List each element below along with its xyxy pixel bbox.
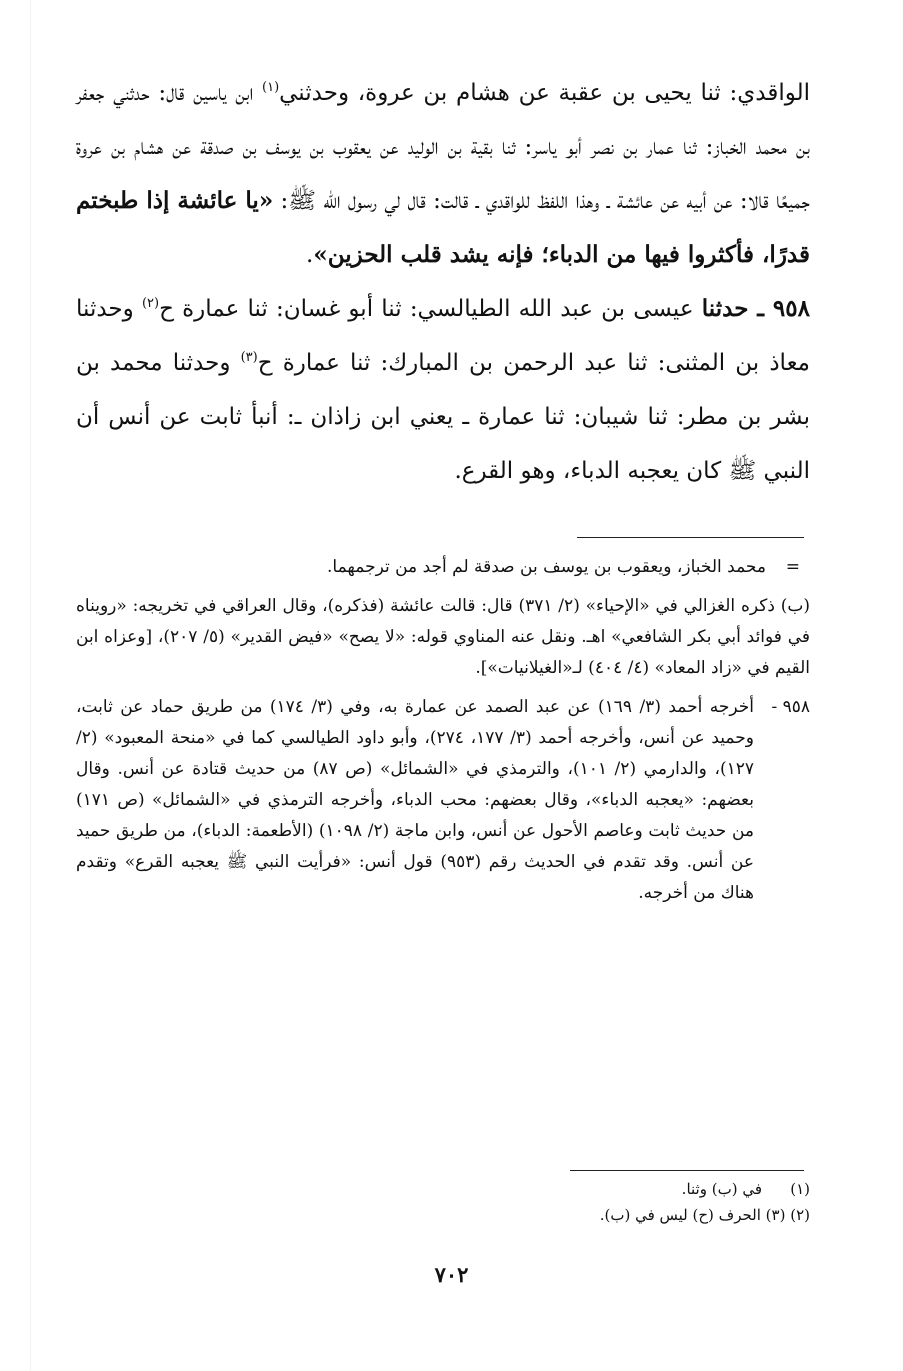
paragraph-958: [76, 282, 810, 498]
footnote-marker: (١): [790, 1180, 810, 1198]
footnotes: [76, 1176, 810, 1228]
scan-edge-line: [30, 0, 31, 1371]
note-text: محمد الخباز، ويعقوب بن يوسف بن صدقة لم أجد من ترجمهما.: [327, 557, 766, 577]
footnote-ref-1: (١): [262, 80, 280, 95]
text-run: الواقدي: ثنا يحيى بن عقبة عن هشام بن عروة، وحدثني: [279, 80, 810, 106]
continuation-marker: =: [785, 557, 800, 577]
text-run: ابن ياسين قال: حدثني جعفر بن محمد الخباز: ثنا عمار بن نصر أبو ياسر: ثنا بقية بن الوليد عن يعقوب بن يوسف بن صدقة عن هشام بن عروة جميعًا قالا: عن أبيه عن عائشة ـ وهذا اللفظ للواقدي ـ قالت: قال لي رسول الله ﷺ:: [76, 80, 810, 214]
note-continuation: [76, 552, 810, 583]
text-run: .: [306, 242, 314, 268]
text-run: وحدثنا محمد بن بشر بن مطر: ثنا شيبان: ثنا عمارة ـ يعني ابن زاذان ـ: أنبأ ثابت عن أنس أن النبي ﷺ كان يعجبه الدباء، وهو القرع.: [76, 350, 810, 484]
note-text: أخرجه أحمد (٣/ ١٦٩) عن عبد الصمد عن عمارة به، وفي (٣/ ١٧٤) من طريق حماد عن ثابت، وحميد عن أنس، وأخرجه أحمد (٣/ ١٧٧، ٢٧٤)، وأبو داود الطيالسي كما في «منحة المعبود» (٢/ ١٢٧)، والدارمي (٢/ ١٠١)، والترمذي في «الشمائل» (ص ٨٧) من حديث قتادة عن أنس. وقال بعضهم: «يعجبه الدباء»، وقال بعضهم: محب الدباء، وأخرجه الترمذي في «الشمائل» (ص ١٧١) من حديث ثابت وعاصم الأحول عن أنس، وابن ماجة (٢/ ١٠٩٨) (الأطعمة: الدباء)، من طريق حميد عن أنس. وقد تقدم في الحديث رقم (٩٥٣) قول أنس: «فرأيت النبي ﷺ يعجبه القرع» وتقدم هناك من أخرجه.: [76, 697, 754, 903]
footnote-2-3: [76, 1202, 810, 1228]
notes-section: [76, 552, 810, 909]
page-number: ٧٠٢: [434, 1262, 469, 1287]
note-text: (ب) ذكره الغزالي في «الإحياء» (٢/ ٣٧١) قال: قالت عائشة (فذكره)، وقال العراقي في تخريجه: «رويناه في فوائد أبي بكر الشافعي» اهـ. ونقل عنه المناوي قوله: «لا يصح» «فيض القدير» (٥/ ٢٠٧)، [وعزاه ابن القيم في «زاد المعاد» (٤/ ٤٠٤) لـ«الغيلانيات»].: [76, 596, 810, 678]
note-958: [76, 692, 810, 909]
text-run: عيسى بن عبد الله الطيالسي: ثنا أبو غسان: ثنا عمارة ح: [159, 296, 702, 322]
note-number: ٩٥٨ -: [771, 697, 810, 717]
main-text: [76, 66, 810, 498]
footnote-ref-3: (٣): [240, 350, 258, 365]
paragraph-1: [76, 66, 810, 282]
footnote-text: (٢) (٣) الحرف (ح) ليس في (ب).: [599, 1206, 810, 1224]
text-run: وحدثنا معاذ بن المثنى: ثنا عبد الرحمن بن المبارك: ثنا عمارة ح: [76, 296, 810, 376]
separator-rule: [577, 537, 804, 538]
hadith-number: ٩٥٨ ـ حدثنا: [701, 295, 810, 322]
footnote-ref-2: (٢): [141, 296, 160, 311]
footnote-rule: [570, 1170, 804, 1171]
hadith-quote: «يا عائشة إذا طبختم قدرًا، فأكثروا فيها من الدباء؛ فإنه يشد قلب الحزين»: [76, 187, 810, 268]
footnote-1: [76, 1176, 810, 1202]
note-b: [76, 591, 810, 684]
footnote-text: في (ب) وثنا.: [681, 1180, 762, 1198]
